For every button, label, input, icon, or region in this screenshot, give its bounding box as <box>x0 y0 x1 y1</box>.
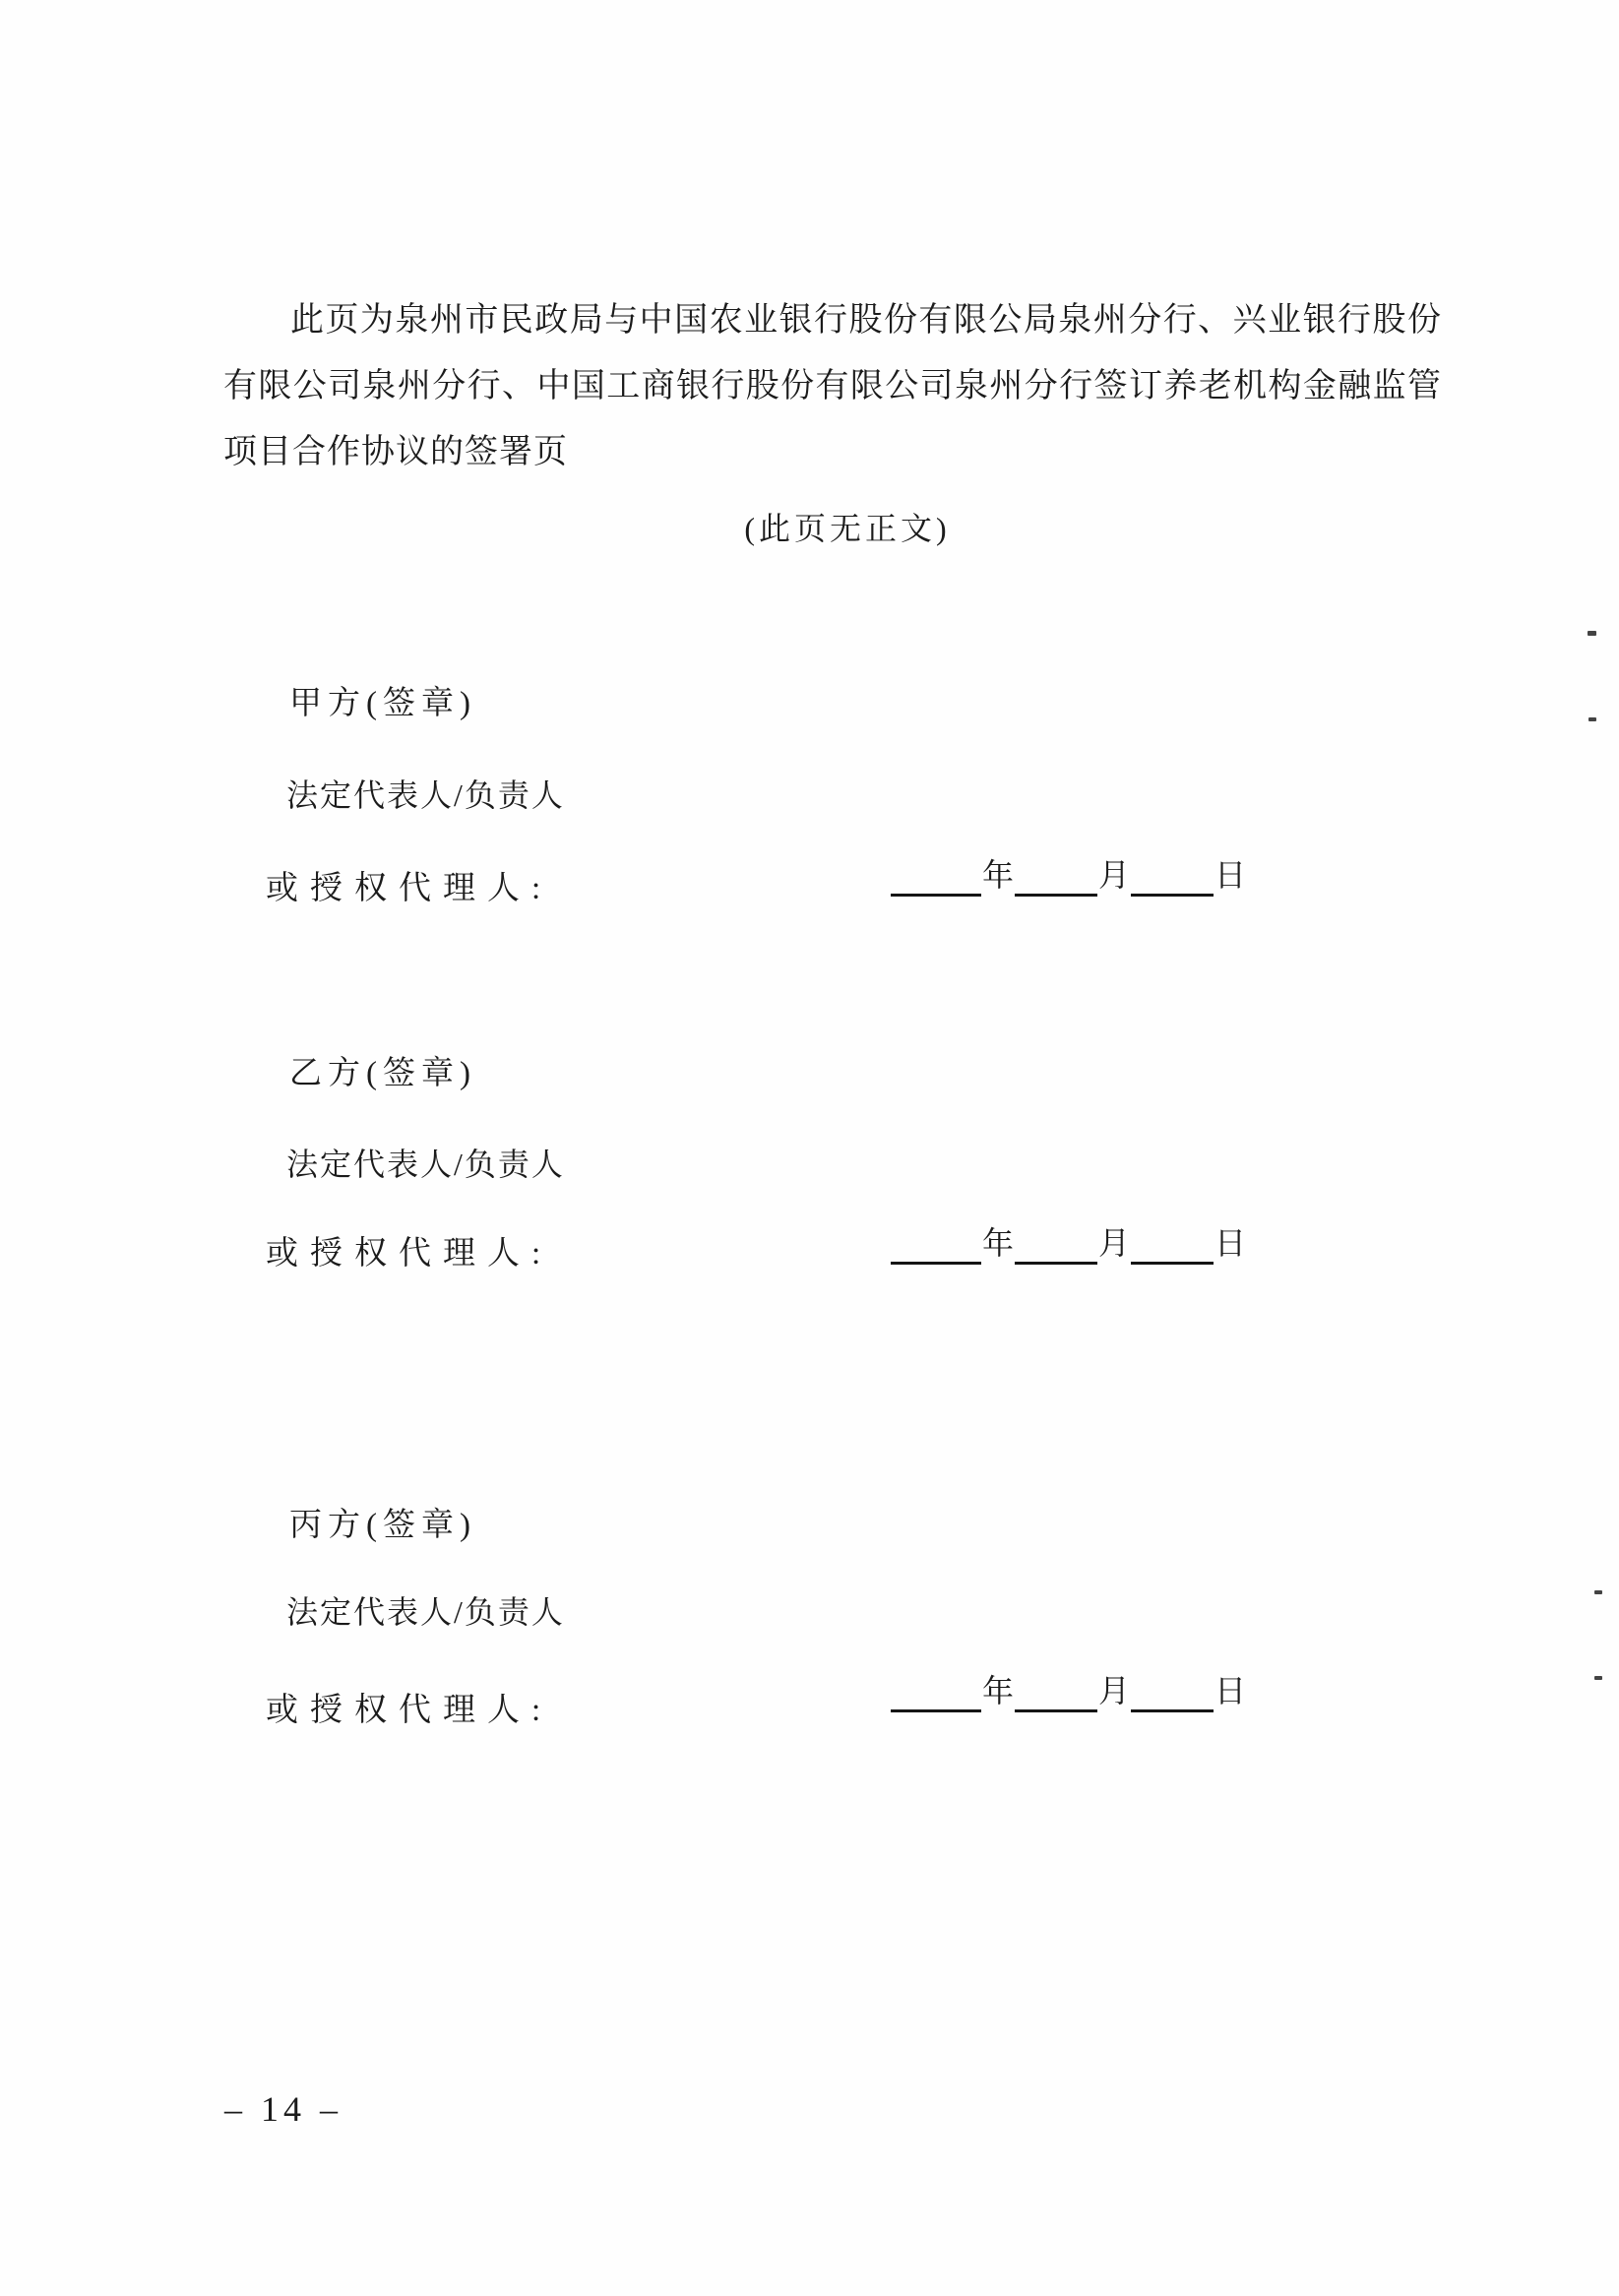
day-label: 日 <box>1214 857 1247 893</box>
party-c-seal-label: 丙方(签章) <box>289 1508 476 1543</box>
year-label: 年 <box>982 1225 1015 1261</box>
year-label: 年 <box>982 857 1015 893</box>
day-label: 日 <box>1214 1225 1247 1261</box>
party-c-month-blank[interactable] <box>1015 1705 1097 1712</box>
party-c-representative-label: 法定代表人/负责人 <box>286 1594 565 1630</box>
month-label: 月 <box>1098 1673 1131 1708</box>
intro-paragraph: 此页为泉州市民政局与中国农业银行股份有限公局泉州分行、兴业银行股份有限公司泉州分行、中国工商银行股份有限公司泉州分行签订养老机构金融监管项目合作协议的签署页 <box>223 302 1442 470</box>
party-a-day-blank[interactable] <box>1131 889 1214 897</box>
party-c-day-blank[interactable] <box>1131 1705 1214 1712</box>
party-c-agent-label: 或授权代理人: <box>266 1693 553 1728</box>
party-b-representative-label: 法定代表人/负责人 <box>286 1147 565 1182</box>
party-a-month-blank[interactable] <box>1015 889 1097 897</box>
scan-artifact-mark <box>1594 1676 1602 1680</box>
party-a-year-blank[interactable] <box>891 889 981 897</box>
party-a-date-line <box>891 853 1247 897</box>
party-b-seal-label: 乙方(签章) <box>289 1056 476 1091</box>
party-b-date-line <box>891 1221 1247 1265</box>
month-label: 月 <box>1098 857 1131 893</box>
party-c-date-line <box>891 1669 1247 1712</box>
party-b-agent-label: 或授权代理人: <box>266 1236 553 1272</box>
party-b-day-blank[interactable] <box>1131 1257 1214 1265</box>
party-b-year-blank[interactable] <box>891 1257 981 1265</box>
party-c-year-blank[interactable] <box>891 1705 981 1712</box>
party-a-agent-label: 或授权代理人: <box>266 871 553 906</box>
scan-artifact-mark <box>1588 631 1596 636</box>
party-a-representative-label: 法定代表人/负责人 <box>286 777 565 813</box>
day-label: 日 <box>1214 1673 1247 1708</box>
year-label: 年 <box>982 1673 1015 1708</box>
party-a-seal-label: 甲方(签章) <box>289 686 476 721</box>
party-b-month-blank[interactable] <box>1015 1257 1097 1265</box>
page-number: – 14 – <box>224 2089 342 2129</box>
no-body-text-note: (此页无正文) <box>744 511 951 546</box>
month-label: 月 <box>1098 1225 1131 1261</box>
scan-artifact-mark <box>1594 1590 1602 1594</box>
scan-artifact-mark <box>1588 717 1596 721</box>
